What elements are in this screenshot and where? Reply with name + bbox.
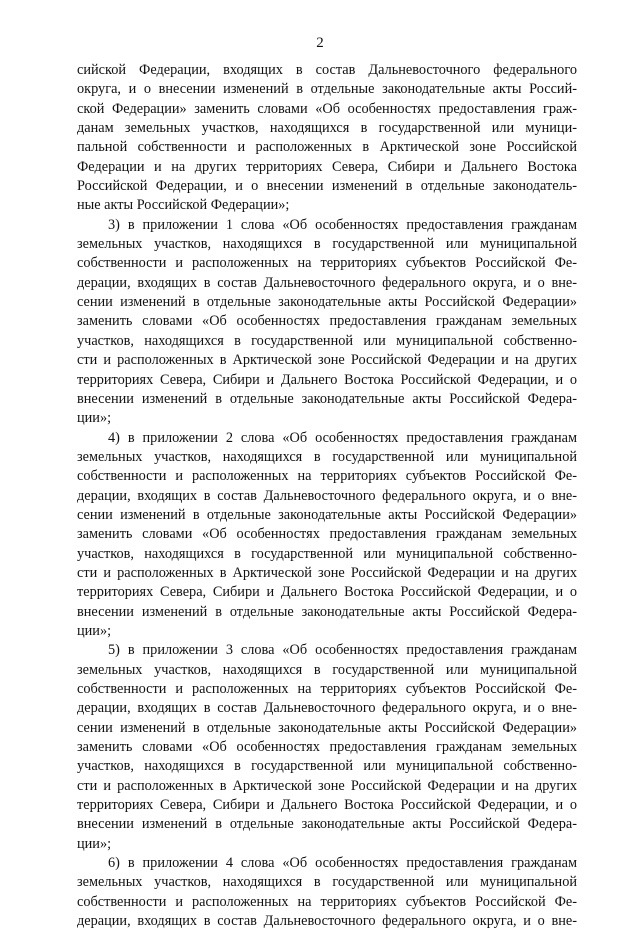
page-number: 2 <box>316 35 324 51</box>
text-line: внесении изменений в отдельные законодательные акты Российской Федера- <box>77 603 577 620</box>
text-line: сти и расположенных в Арктической зоне Российской Федерации и на других <box>77 777 577 794</box>
text-line: заменить словами «Об особенностях предоставления гражданам земельных <box>77 526 577 543</box>
text-line: ные акты Российской Федерации»; <box>77 197 290 214</box>
text-line: Федерации и на других территориях Севера, Сибири и Дальнего Востока <box>77 158 577 175</box>
text-line: сийской Федерации, входящих в состав Дальневосточного федерального <box>77 62 577 78</box>
text-line: участков, находящихся в государственной или муниципальной собственно- <box>77 332 577 349</box>
document-body <box>77 61 577 931</box>
text-line: территориях Севера, Сибири и Дальнего Востока Российской Федерации, и о <box>77 797 577 814</box>
text-line: собственности и расположенных на территориях субъектов Российской Фе- <box>77 681 577 697</box>
text-line: дерации, входящих в состав Дальневосточного федерального округа, и о вне- <box>77 913 577 930</box>
text-line: дерации, входящих в состав Дальневосточного федерального округа, и о вне- <box>77 274 577 291</box>
text-line: ции»; <box>77 410 112 427</box>
text-line: 3) в приложении 1 слова «Об особенностях предоставления гражданам <box>108 216 577 233</box>
paragraph-p4 <box>77 429 577 642</box>
text-line: 5) в приложении 3 слова «Об особенностях предоставления гражданам <box>108 642 577 659</box>
text-line: земельных участков, находящихся в государственной или муниципальной <box>77 448 577 465</box>
text-line: ции»; <box>77 835 112 852</box>
text-line: сении изменений в отдельные законодательные акты Российской Федерации» <box>77 719 577 736</box>
text-line: сти и расположенных в Арктической зоне Российской Федерации и на других <box>77 352 577 369</box>
text-line: ции»; <box>77 622 112 639</box>
text-line: пальной собственности и расположенных в Арктической зоне Российской <box>77 139 577 156</box>
text-line: участков, находящихся в государственной или муниципальной собственно- <box>77 545 577 562</box>
paragraph-p6 <box>77 854 577 931</box>
text-line: 6) в приложении 4 слова «Об особенностях предоставления гражданам <box>108 855 577 872</box>
text-line: 4) в приложении 2 слова «Об особенностях предоставления гражданам <box>108 429 577 446</box>
text-line: территориях Севера, Сибири и Дальнего Востока Российской Федерации, и о <box>77 584 577 601</box>
text-line: участков, находящихся в государственной или муниципальной собственно- <box>77 758 577 775</box>
paragraph-p0 <box>77 61 577 216</box>
text-line: собственности и расположенных на территориях субъектов Российской Фе- <box>77 468 577 485</box>
text-line: внесении изменений в отдельные законодательные акты Российской Федера- <box>77 390 577 407</box>
text-line: территориях Севера, Сибири и Дальнего Востока Российской Федерации, и о <box>77 371 577 388</box>
text-line: земельных участков, находящихся в государственной или муниципальной <box>77 661 577 678</box>
text-line: округа, и о внесении изменений в отдельные законодательные акты Россий- <box>77 81 577 98</box>
text-line: Российской Федерации, и о внесении изменений в отдельные законодатель- <box>77 178 577 195</box>
text-line: данам земельных участков, находящихся в государственной или муници- <box>77 120 577 137</box>
text-line: внесении изменений в отдельные законодательные акты Российской Федера- <box>77 816 577 833</box>
text-line: земельных участков, находящихся в государственной или муниципальной <box>77 236 577 253</box>
text-line: дерации, входящих в состав Дальневосточного федерального округа, и о вне- <box>77 700 577 717</box>
paragraph-p5 <box>77 641 577 854</box>
text-line: сении изменений в отдельные законодательные акты Российской Федерации» <box>77 294 577 311</box>
text-line: земельных участков, находящихся в государственной или муниципальной <box>77 874 577 891</box>
text-line: заменить словами «Об особенностях предоставления гражданам земельных <box>77 739 577 756</box>
text-line: дерации, входящих в состав Дальневосточного федерального округа, и о вне- <box>77 487 577 504</box>
text-line: сти и расположенных в Арктической зоне Российской Федерации и на других <box>77 564 577 581</box>
text-line: собственности и расположенных на территориях субъектов Российской Фе- <box>77 893 577 910</box>
text-line: заменить словами «Об особенностях предоставления гражданам земельных <box>77 313 577 330</box>
text-line: ской Федерации» заменить словами «Об особенностях предоставления граж- <box>77 100 577 117</box>
text-line: сении изменений в отдельные законодательные акты Российской Федерации» <box>77 506 577 523</box>
paragraph-p3 <box>77 216 577 429</box>
text-line: собственности и расположенных на территориях субъектов Российской Фе- <box>77 255 577 272</box>
